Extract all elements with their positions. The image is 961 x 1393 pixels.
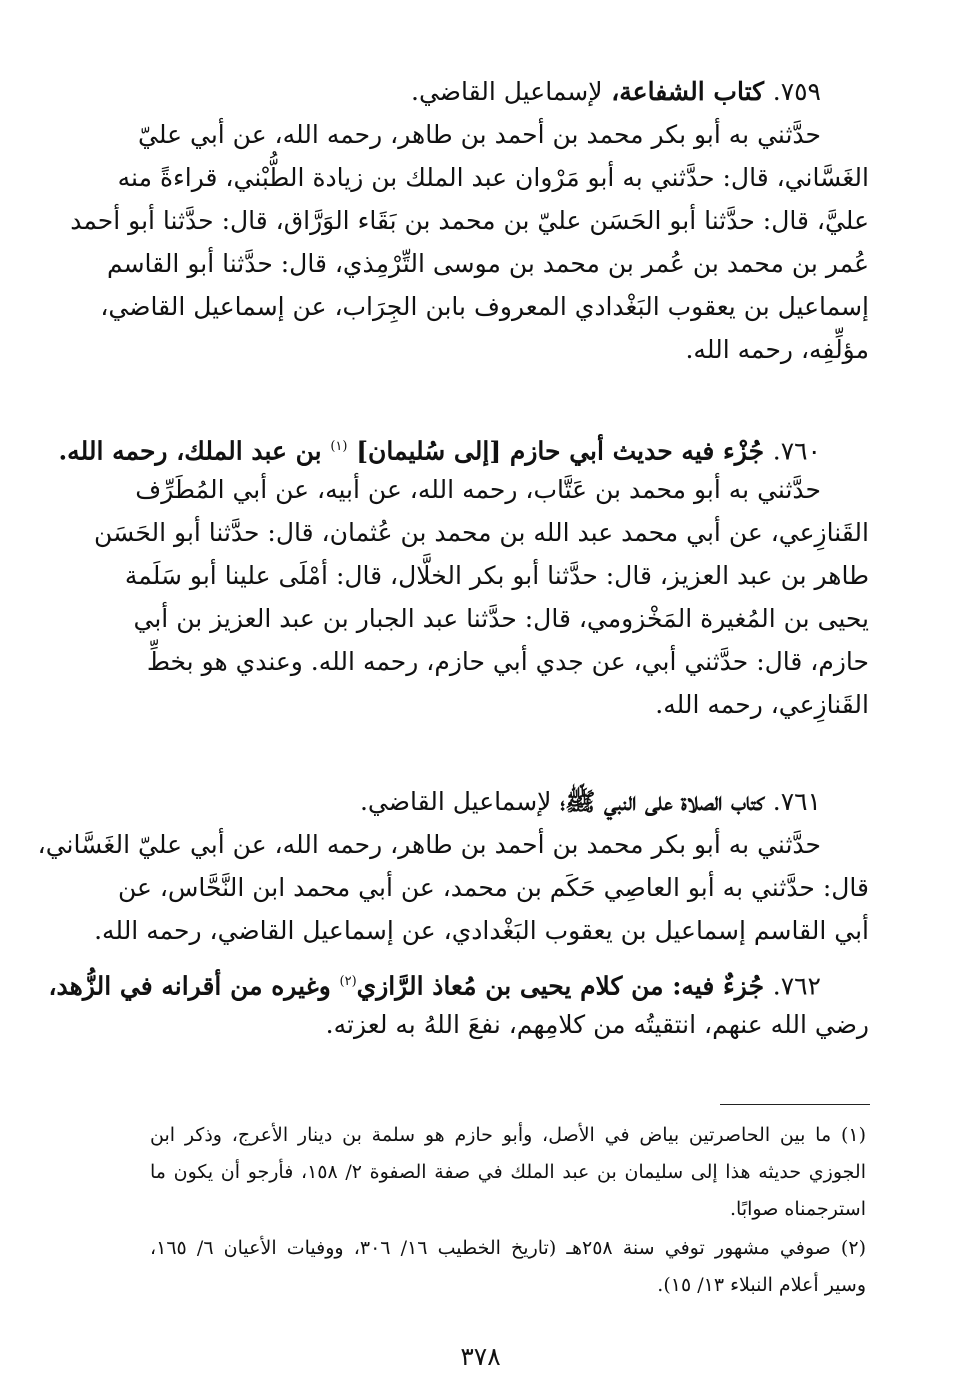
entry-title: جُزءٌ فيه: من كلام يحيى بن مُعاذ الرَّازي (356, 971, 765, 1001)
entry-body-line: طاهر بن عبد العزيز، قال: حدَّثنا أبو بكر الخلَّال، قال: أمْلَى علينا أبو سَلَمة (124, 561, 869, 590)
footnote-marker: (١) (840, 1124, 867, 1146)
entry-body-line: القَنازِعي، عن أبي محمد عبد الله بن محمد بن عُثمان، قال: حدَّثنا أبو الحَسَن (94, 518, 869, 547)
entry-number: ٧٥٩. (772, 77, 821, 106)
entry-title-rest: لإسماعيل القاضي. (411, 77, 603, 106)
entry-title-rest: بن عبد الملك، رحمه الله. (58, 436, 322, 466)
entry-body-line: رضي الله عنهم، انتقيتُه من كلامِهم، نفعَ اللهُ به لعزته. (325, 1010, 869, 1039)
entry-761 (37, 780, 869, 952)
footnote-2 (150, 1230, 866, 1304)
footnote-line: وسير أعلام النبلاء ١٣/ ١٥). (657, 1274, 866, 1296)
entry-title: كتاب الصلاة على النبي ﷺ؛ (560, 787, 765, 816)
entry-number: ٧٦١. (772, 787, 821, 816)
entry-body-line: القَنازِعي، رحمه الله. (655, 690, 869, 719)
footnote-text: صوفي مشهور توفي سنة ٢٥٨هـ (تاريخ الخطيب ١٦/ ٣٠٦، ووفيات الأعيان ٦/ ١٦٥، (150, 1237, 831, 1259)
footnote-reference: (١) (330, 439, 348, 454)
footnote-1 (150, 1117, 866, 1228)
entry-body-line: الغَسَّاني، قال: حدَّثني به أبو مَرْوان عبد الملك بن زيادة الطُّبْني، قراءةً منه (117, 163, 869, 192)
footnote-line: استرجمناه صوابًا. (729, 1198, 866, 1220)
footnote-line: الجوزي حديثه هذا إلى سليمان بن عبد الملك في صفة الصفوة ٢/ ١٥٨، فأرجو أن يكون ما (150, 1161, 866, 1183)
entry-title-rest: لإسماعيل القاضي. (359, 787, 552, 816)
entry-body-line: قال: حدَّثني به أبو العاصِي حَكَم بن محمد، عن أبي محمد ابن النَّحَّاس، عن (117, 873, 869, 902)
entry-body-line: يحيى بن المُغيرة المَخْزومي، قال: حدَّثنا عبد الجبار بن عبد العزيز بن أبي (133, 604, 869, 633)
entry-body-line: حازم، قال: حدَّثني أبي، عن جدي أبي حازم، رحمه الله. وعندي هو بخطِّ (146, 647, 869, 676)
entry-body-line: حدَّثني به أبو بكر محمد بن أحمد بن طاهر، رحمه الله، عن أبي عليّ (138, 120, 821, 149)
entry-762 (48, 960, 869, 1046)
entry-body-line: إسماعيل بن يعقوب البَغْدادي المعروف بابن الجِرَاب، عن إسماعيل القاضي، (100, 292, 869, 321)
entry-body-line: أبي القاسم إسماعيل بن يعقوب البَغْدادي، عن إسماعيل القاضي، رحمه الله. (94, 916, 869, 945)
footnote-reference: (٢) (339, 974, 357, 989)
entry-title: كتاب الشفاعة، (611, 77, 765, 106)
entry-body-line: عُمر بن محمد بن عُمر بن محمد بن موسى التِّرْمِذي، قال: حدَّثنا أبو القاسم (106, 249, 869, 278)
footnote-line (150, 1230, 866, 1267)
footnote-line (150, 1117, 866, 1154)
entry-body-line: عليَّ، قال: حدَّثنا أبو الحَسَن عليّ بن محمد بن بَقَاء الوَرَّاق، قال: حدَّثنا أبو أحمد (70, 206, 869, 235)
entry-759 (70, 70, 869, 371)
entry-heading (150, 70, 869, 113)
entry-number: ٧٦٢. (772, 971, 821, 1001)
footnote-text: ما بين الحاصرتين بياض في الأصل، وأبو حازم هو سلمة بن دينار الأعرج، وذكر ابن (150, 1124, 832, 1146)
entry-heading (48, 960, 869, 1003)
entry-760 (58, 425, 869, 726)
entry-number: ٧٦٠. (772, 436, 821, 466)
footnote-marker: (٢) (840, 1237, 866, 1259)
entry-body-line: حدَّثني به أبو بكر محمد بن أحمد بن طاهر، رحمه الله، عن أبي عليّ الغَسَّاني، (37, 830, 821, 859)
entry-heading (58, 425, 869, 468)
entry-title: جُزْء فيه حديث أبي حازم [إلى سُليمان] (356, 436, 765, 466)
entry-title-rest: وغيره من أقرانه في الزُّهد، (48, 971, 331, 1001)
page-number: ٣٧٨ (460, 1342, 501, 1371)
entry-body-line: حدَّثني به أبو محمد بن عَتَّاب، رحمه الله، عن أبيه، عن أبي المُطَرِّف (135, 475, 821, 504)
entry-body-line: مؤلِّفِه، رحمه الله. (685, 335, 869, 364)
entry-heading (150, 780, 869, 823)
footnote-separator (720, 1104, 870, 1105)
